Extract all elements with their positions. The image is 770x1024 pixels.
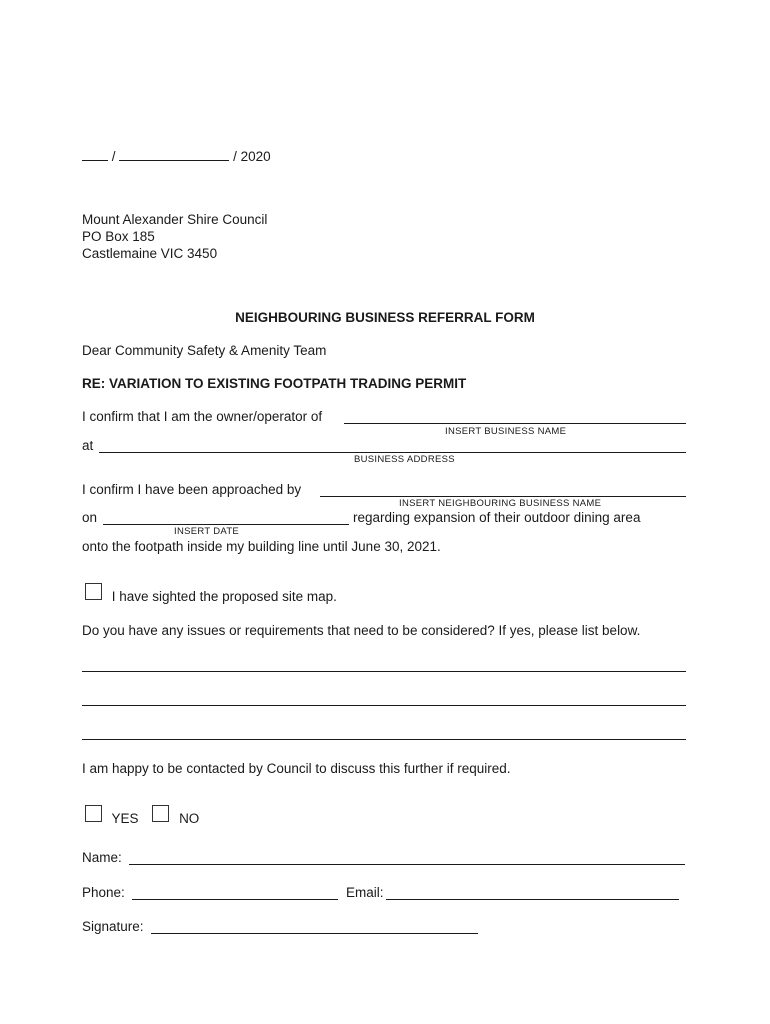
- name-field[interactable]: [129, 864, 685, 865]
- neighbouring-business-caption: INSERT NEIGHBOURING BUSINESS NAME: [399, 498, 602, 509]
- yes-checkbox[interactable]: [85, 805, 102, 822]
- email-label: Email:: [346, 885, 384, 900]
- business-name-field[interactable]: [344, 423, 686, 424]
- address-line-2: PO Box 185: [82, 229, 155, 244]
- signature-field[interactable]: [151, 933, 478, 934]
- sighted-checkbox[interactable]: [85, 583, 102, 600]
- date-slash: /: [111, 149, 116, 164]
- form-title: NEIGHBOURING BUSINESS REFERRAL FORM: [235, 310, 535, 325]
- date-line: [82, 147, 271, 165]
- issues-line-2[interactable]: [82, 705, 686, 706]
- date-slash: /: [233, 149, 237, 164]
- insert-date-field[interactable]: [103, 524, 349, 525]
- sighted-row: [85, 583, 337, 602]
- email-field[interactable]: [386, 899, 679, 900]
- re-line: RE: VARIATION TO EXISTING FOOTPATH TRADING PERMIT: [82, 376, 467, 391]
- address-line-1: Mount Alexander Shire Council: [82, 212, 268, 227]
- day-field[interactable]: [82, 147, 108, 161]
- contact-text: I am happy to be contacted by Council to discuss this further if required.: [82, 761, 511, 776]
- address-line-3: Castlemaine VIC 3450: [82, 246, 218, 261]
- phone-field[interactable]: [132, 899, 338, 900]
- no-checkbox[interactable]: [152, 805, 169, 822]
- sighted-label: I have sighted the proposed site map.: [111, 589, 337, 604]
- name-label: Name:: [82, 850, 122, 865]
- salutation: Dear Community Safety & Amenity Team: [82, 343, 327, 358]
- month-field[interactable]: [119, 147, 229, 161]
- no-label: NO: [179, 811, 200, 826]
- yes-label: YES: [111, 811, 139, 826]
- phone-label: Phone:: [82, 885, 125, 900]
- yes-no-row: [85, 805, 199, 824]
- regarding-text: regarding expansion of their outdoor dining area: [353, 510, 641, 525]
- neighbouring-business-field[interactable]: [320, 496, 686, 497]
- confirm-owner-label: I confirm that I am the owner/operator of: [82, 409, 323, 424]
- business-name-caption: INSERT BUSINESS NAME: [445, 426, 567, 437]
- issues-line-1[interactable]: [82, 671, 686, 672]
- footpath-text: onto the footpath inside my building line until June 30, 2021.: [82, 539, 441, 554]
- business-address-field[interactable]: [99, 452, 686, 453]
- signature-label: Signature:: [82, 919, 144, 934]
- approached-label: I confirm I have been approached by: [82, 482, 302, 497]
- on-label: on: [82, 510, 98, 525]
- business-address-caption: BUSINESS ADDRESS: [354, 454, 455, 465]
- at-label: at: [82, 438, 94, 453]
- date-year: 2020: [240, 149, 271, 164]
- issues-question: Do you have any issues or requirements that need to be considered? If yes, please list below.: [82, 623, 641, 638]
- issues-line-3[interactable]: [82, 739, 686, 740]
- insert-date-caption: INSERT DATE: [174, 526, 240, 537]
